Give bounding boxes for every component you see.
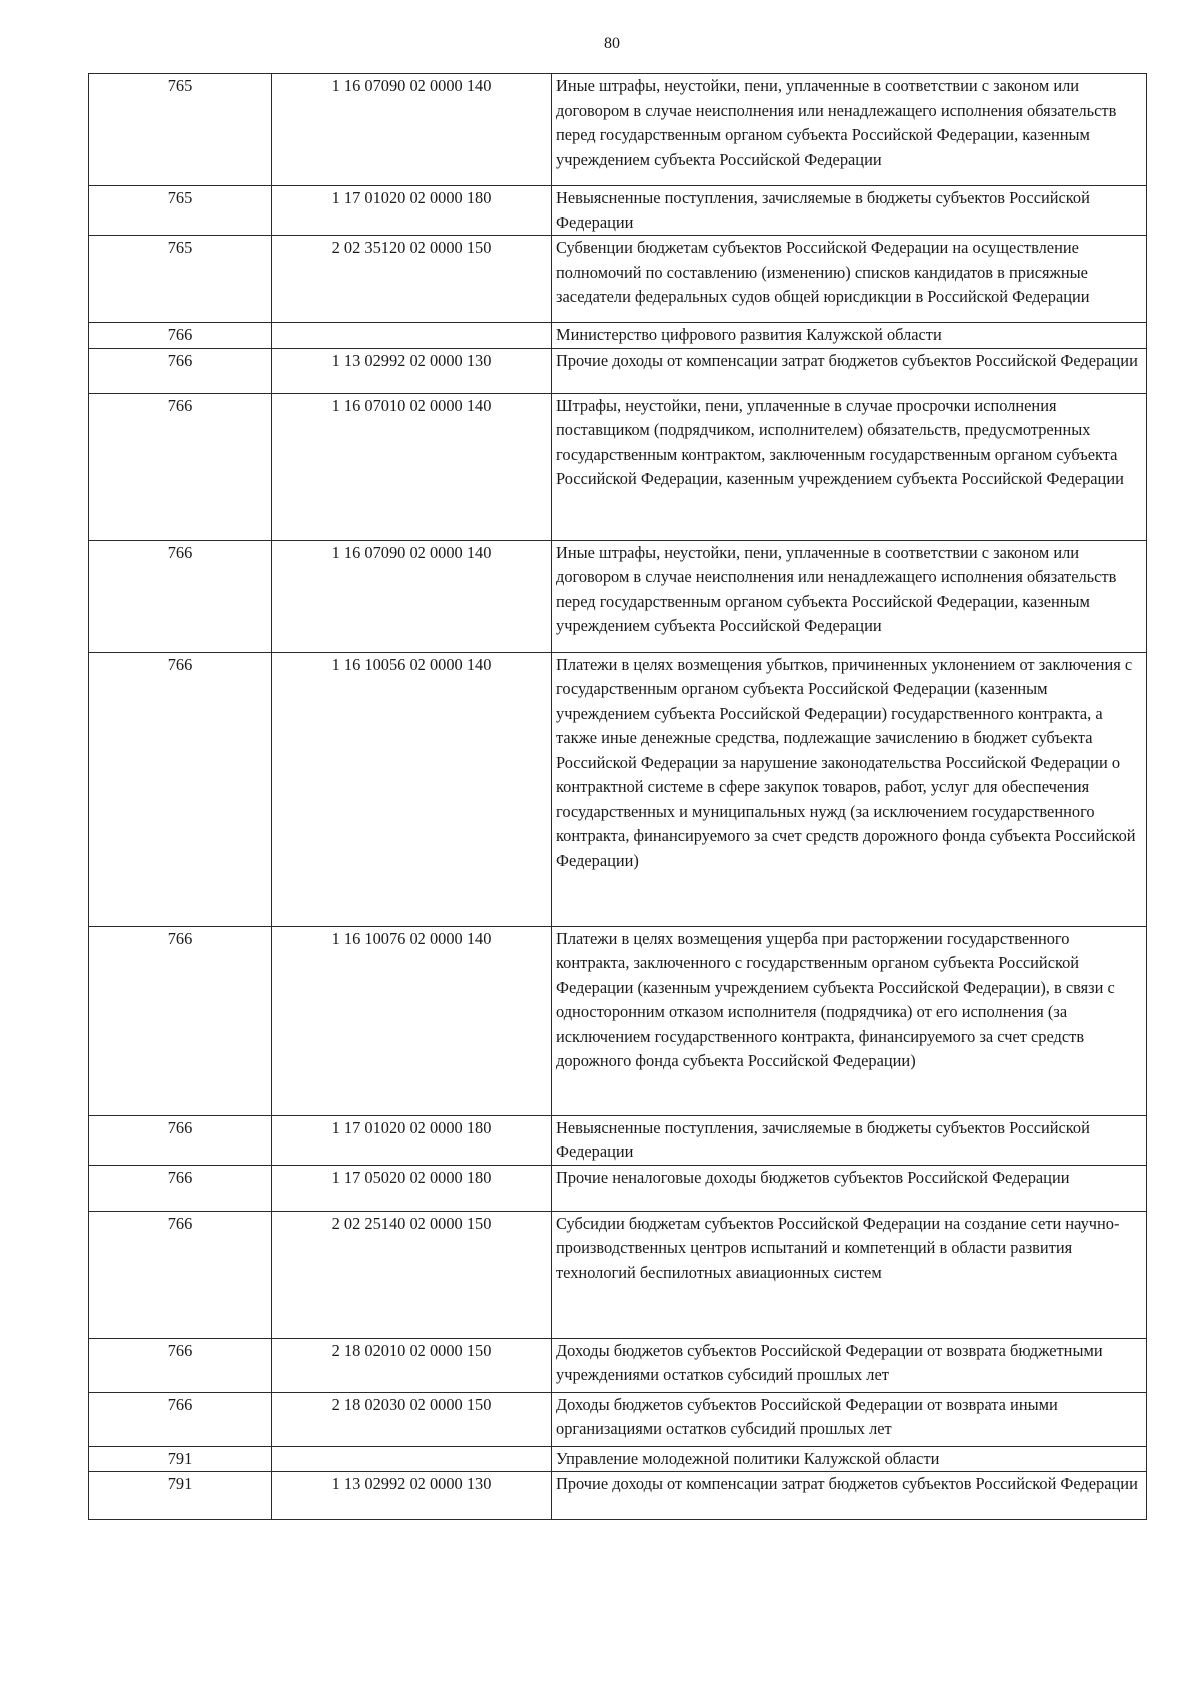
- table-row: [89, 393, 1147, 540]
- budget-code-cell: 1 16 07090 02 0000 140: [272, 540, 552, 652]
- admin-code-cell: 766: [89, 323, 272, 349]
- budget-code-cell: 1 13 02992 02 0000 130: [272, 1472, 552, 1520]
- admin-code-cell: 791: [89, 1472, 272, 1520]
- revenue-name-cell: Субсидии бюджетам субъектов Российской Федерации на создание сети научно-производственных центров испытаний и компетенций в области развития технологий беспилотных авиационных систем: [552, 1211, 1147, 1338]
- admin-code-cell: 766: [89, 926, 272, 1115]
- budget-code-cell: 1 17 01020 02 0000 180: [272, 186, 552, 236]
- table-row: [89, 186, 1147, 236]
- table-row: [89, 74, 1147, 186]
- table-row: [89, 1446, 1147, 1472]
- admin-code-cell: 765: [89, 236, 272, 323]
- revenue-name-cell: Министерство цифрового развития Калужской области: [552, 323, 1147, 349]
- budget-code-cell: 2 02 25140 02 0000 150: [272, 1211, 552, 1338]
- table-row: [89, 926, 1147, 1115]
- table-row: [89, 1338, 1147, 1392]
- revenue-name-cell: Доходы бюджетов субъектов Российской Федерации от возврата бюджетными учреждениями остатков субсидий прошлых лет: [552, 1338, 1147, 1392]
- budget-code-cell: 2 18 02030 02 0000 150: [272, 1392, 552, 1446]
- budget-code-cell: 2 02 35120 02 0000 150: [272, 236, 552, 323]
- revenue-name-cell: Прочие неналоговые доходы бюджетов субъектов Российской Федерации: [552, 1165, 1147, 1211]
- revenue-name-cell: Субвенции бюджетам субъектов Российской Федерации на осуществление полномочий по составлению (изменению) списков кандидатов в присяжные заседатели федеральных судов общей юрисдикции в Российской Федерации: [552, 236, 1147, 323]
- admin-code-cell: 766: [89, 1338, 272, 1392]
- table-row: [89, 1165, 1147, 1211]
- revenue-name-cell: Иные штрафы, неустойки, пени, уплаченные в соответствии с законом или договором в случае неисполнения или ненадлежащего исполнения обязательств перед государственным органом субъекта Российской Федерации, казенным учреждением субъекта Российской Федерации: [552, 540, 1147, 652]
- budget-code-cell: 2 18 02010 02 0000 150: [272, 1338, 552, 1392]
- revenue-name-cell: Иные штрафы, неустойки, пени, уплаченные в соответствии с законом или договором в случае неисполнения или ненадлежащего исполнения обязательств перед государственным органом субъекта Российской Федерации, казенным учреждением субъекта Российской Федерации: [552, 74, 1147, 186]
- admin-code-cell: 766: [89, 1392, 272, 1446]
- table-row: [89, 652, 1147, 926]
- revenue-name-cell: Платежи в целях возмещения убытков, причиненных уклонением от заключения с государственным органом субъекта Российской Федерации (казенным учреждением субъекта Российской Федерации) государственного контракта, а также иные денежные средства, подлежащие зачислению в бюджет субъекта Российской Федерации за нарушение законодательства Российской Федерации о контрактной системе в сфере закупок товаров, работ, услуг для обеспечения государственных и муниципальных нужд (за исключением государственного контракта, финансируемого за счет средств дорожного фонда субъекта Российской Федерации): [552, 652, 1147, 926]
- admin-code-cell: 766: [89, 1115, 272, 1165]
- budget-code-cell: 1 17 05020 02 0000 180: [272, 1165, 552, 1211]
- budget-code-cell: [272, 323, 552, 349]
- budget-code-cell: [272, 1446, 552, 1472]
- budget-code-cell: 1 13 02992 02 0000 130: [272, 348, 552, 393]
- table-row: [89, 348, 1147, 393]
- revenue-name-cell: Невыясненные поступления, зачисляемые в бюджеты субъектов Российской Федерации: [552, 186, 1147, 236]
- budget-code-cell: 1 16 07010 02 0000 140: [272, 393, 552, 540]
- table-row: [89, 540, 1147, 652]
- table-row: [89, 1472, 1147, 1520]
- revenue-name-cell: Прочие доходы от компенсации затрат бюджетов субъектов Российской Федерации: [552, 348, 1147, 393]
- admin-code-cell: 766: [89, 540, 272, 652]
- table-row: [89, 1115, 1147, 1165]
- revenue-name-cell: Прочие доходы от компенсации затрат бюджетов субъектов Российской Федерации: [552, 1472, 1147, 1520]
- budget-code-cell: 1 16 07090 02 0000 140: [272, 74, 552, 186]
- admin-code-cell: 766: [89, 1165, 272, 1211]
- revenue-name-cell: Платежи в целях возмещения ущерба при расторжении государственного контракта, заключенного с государственным органом субъекта Российской Федерации (казенным учреждением субъекта Российской Федерации), в связи с односторонним отказом исполнителя (подрядчика) от его исполнения (за исключением государственного контракта, финансируемого за счет средств дорожного фонда субъекта Российской Федерации): [552, 926, 1147, 1115]
- table-row: [89, 1211, 1147, 1338]
- table-row: [89, 323, 1147, 349]
- admin-code-cell: 766: [89, 652, 272, 926]
- revenue-name-cell: Невыясненные поступления, зачисляемые в бюджеты субъектов Российской Федерации: [552, 1115, 1147, 1165]
- admin-code-cell: 766: [89, 393, 272, 540]
- admin-code-cell: 791: [89, 1446, 272, 1472]
- budget-code-cell: 1 17 01020 02 0000 180: [272, 1115, 552, 1165]
- admin-code-cell: 766: [89, 348, 272, 393]
- budget-code-cell: 1 16 10076 02 0000 140: [272, 926, 552, 1115]
- budget-code-cell: 1 16 10056 02 0000 140: [272, 652, 552, 926]
- table-row: [89, 1392, 1147, 1446]
- admin-code-cell: 765: [89, 186, 272, 236]
- admin-code-cell: 766: [89, 1211, 272, 1338]
- table-row: [89, 236, 1147, 323]
- revenue-codes-table: [88, 73, 1147, 1520]
- revenue-name-cell: Управление молодежной политики Калужской области: [552, 1446, 1147, 1472]
- revenue-name-cell: Доходы бюджетов субъектов Российской Федерации от возврата иными организациями остатков субсидий прошлых лет: [552, 1392, 1147, 1446]
- admin-code-cell: 765: [89, 74, 272, 186]
- revenue-name-cell: Штрафы, неустойки, пени, уплаченные в случае просрочки исполнения поставщиком (подрядчиком, исполнителем) обязательств, предусмотренных государственным контрактом, заключенным государственным органом субъекта Российской Федерации, казенным учреждением субъекта Российской Федерации: [552, 393, 1147, 540]
- page-number: 80: [604, 35, 620, 52]
